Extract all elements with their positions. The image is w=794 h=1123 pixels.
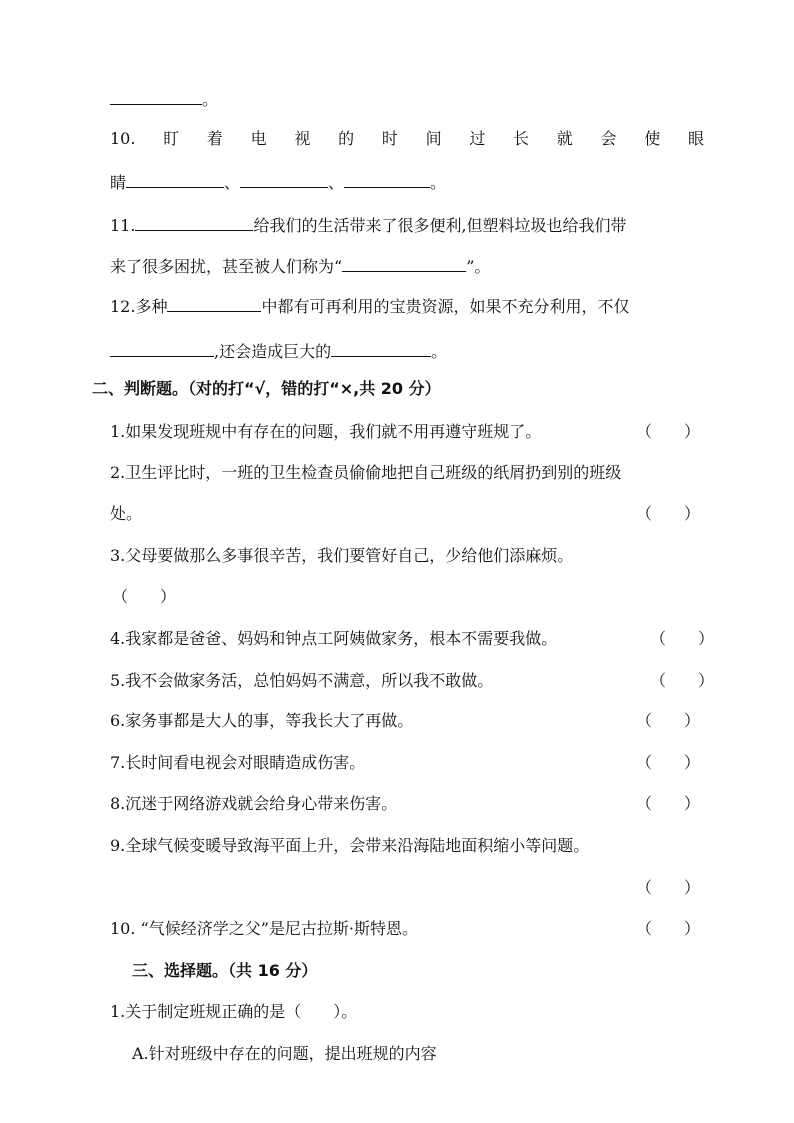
judge-item-4: 4.我家都是爸爸、妈妈和钟点工阿姨做家务，根本不需要我做。 (110, 629, 558, 648)
judge-item-2: 2.卫生评比时，一班的卫生检查员偷偷地把自己班级的纸屑扔到别的班级 (110, 463, 622, 482)
choice-question-1: 1.关于制定班规正确的是（ ）。 (110, 1002, 358, 1021)
fill-line-top: 。 (110, 88, 218, 111)
answer-parentheses: （ ） (636, 504, 701, 523)
answer-parentheses: （ ） (636, 753, 701, 772)
answer-blank (110, 340, 214, 357)
judge-item-7: 7.长时间看电视会对眼睛造成伤害。 (110, 753, 366, 772)
judge-item-10: 10. “气候经济学之父”是尼古拉斯·斯特恩。 (110, 919, 418, 938)
answer-blank (240, 171, 328, 188)
answer-blank (135, 214, 253, 231)
fill-question-11-cont: 来了很多困扰，甚至被人们称为“ ”。 (110, 257, 491, 276)
judge-item-3: 3.父母要做那么多事很辛苦，我们要管好自己，少给他们添麻烦。 (110, 546, 574, 565)
answer-blank (331, 340, 431, 357)
fill-question-12-cont: ,还会造成巨大的 。 (110, 340, 447, 363)
answer-parentheses: （ ） (650, 671, 715, 690)
answer-parentheses: （ ） (636, 919, 701, 938)
judge-item-9: 9.全球气候变暖导致海平面上升，会带来沿海陆地面积缩小等问题。 (110, 836, 590, 855)
choice-option-a: A.针对班级中存在的问题，提出班规的内容 (132, 1044, 437, 1063)
judge-item-2-cont: 处。 (110, 504, 143, 523)
judge-item-6: 6.家务事都是大人的事，等我长大了再做。 (110, 711, 414, 730)
answer-parentheses: （ ） (636, 794, 701, 813)
answer-parentheses: （ ） (112, 587, 177, 606)
judge-item-8: 8.沉迷于网络游戏就会给身心带来伤害。 (110, 794, 398, 813)
question-number: 10. (110, 129, 136, 148)
answer-parentheses: （ ） (636, 878, 701, 897)
answer-blank (126, 171, 224, 188)
answer-parentheses: （ ） (636, 711, 701, 730)
section-heading-judge: 二、判断题。（对的打“√，错的打“×,共 20 分） (92, 379, 441, 398)
fill-question-12: 12.多种 中都有可再利用的宝贵资源，如果不充分利用，不仅 (110, 297, 630, 316)
answer-parentheses: （ ） (650, 629, 715, 648)
fill-question-10: 10. 盯 着 电 视 的 时 间 过 长 就 会 使 眼 (110, 129, 704, 148)
fill-question-10-cont: 睛 、 、 。 (110, 173, 447, 192)
answer-parentheses: （ ） (636, 422, 701, 441)
answer-blank (342, 255, 466, 272)
answer-blank (344, 171, 430, 188)
answer-blank (110, 88, 202, 105)
fill-question-11: 11. 给我们的生活带来了很多便利,但塑料垃圾也给我们带 (110, 216, 627, 235)
answer-blank (167, 295, 261, 312)
judge-item-1: 1.如果发现班规中有存在的问题，我们就不用再遵守班规了。 (110, 422, 542, 441)
section-heading-choice: 三、选择题。（共 16 分） (132, 961, 318, 980)
judge-item-5: 5.我不会做家务活，总怕妈妈不满意，所以我不敢做。 (110, 671, 494, 690)
